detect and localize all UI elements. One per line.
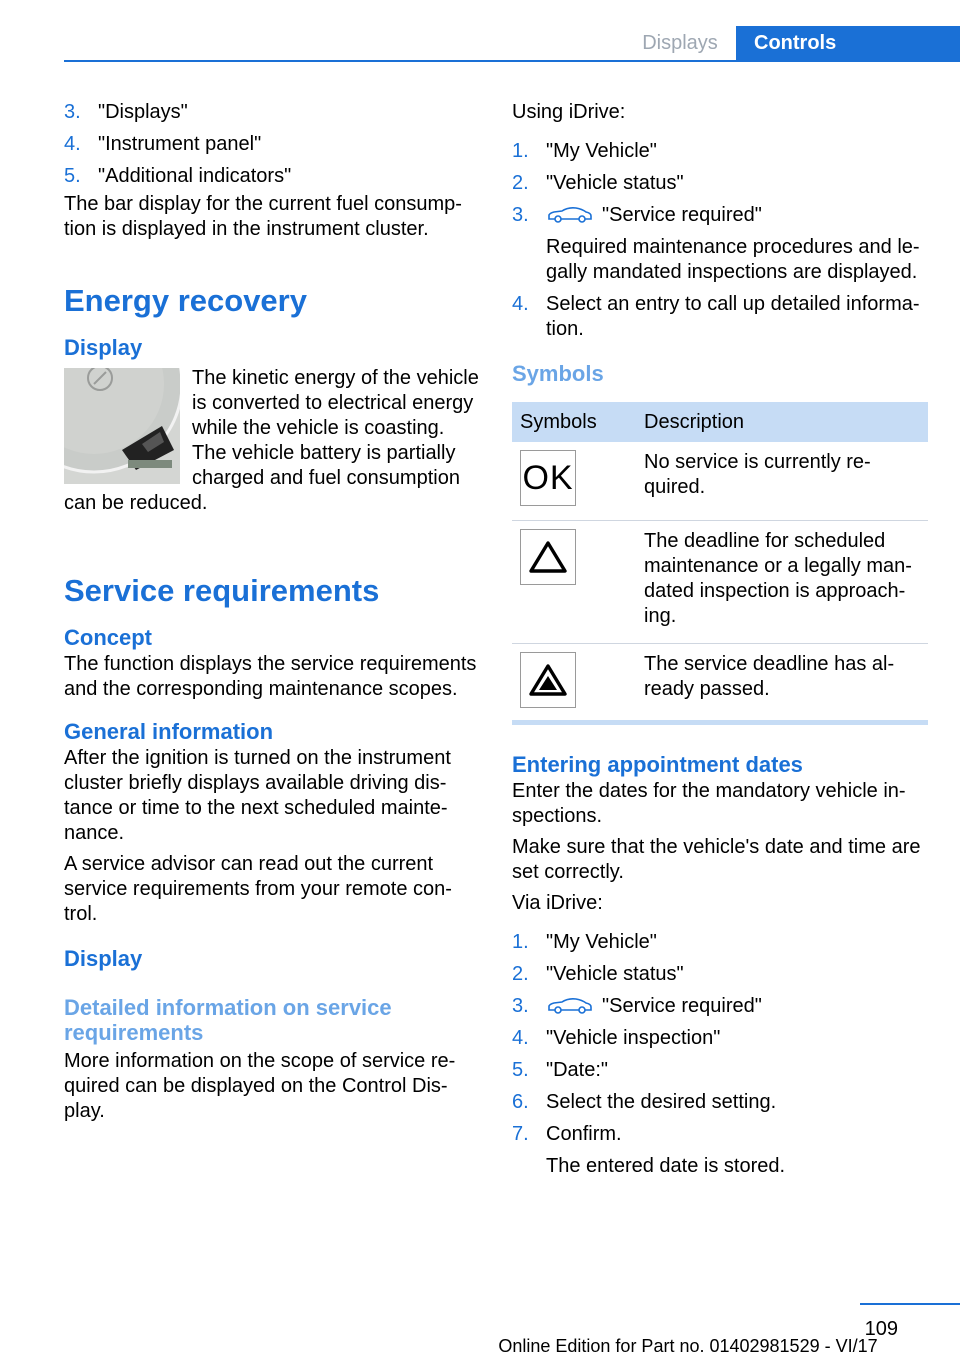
heading-detailed-information: Detailed information on service requirements xyxy=(64,995,392,1045)
list-item: 5. "Additional indicators" xyxy=(64,165,292,187)
right-column xyxy=(512,100,928,1186)
list-item: 4. "Instrument panel" xyxy=(64,133,262,155)
heading-general-information: General information xyxy=(64,719,274,744)
heading-entering-appointment-dates: Entering appointment dates xyxy=(512,752,803,777)
warning-triangle-icon xyxy=(520,529,576,585)
heading-display-2: Display xyxy=(64,946,143,971)
symbol-description: No service is currently re-quired. xyxy=(636,442,928,521)
ok-icon: OK xyxy=(520,450,576,506)
table-row xyxy=(512,644,928,723)
appointment-paragraph-1: Enter the dates for the mandatory vehicle in-spections. xyxy=(512,780,906,827)
list-item: 1. "My Vehicle" xyxy=(512,931,657,953)
bar-display-paragraph: The bar display for the current fuel consump-tion is displayed in the instrument cluster. xyxy=(64,193,462,240)
list-item: 7. Confirm. The entered date is stored. xyxy=(512,1123,786,1177)
column-header-description: Description xyxy=(636,402,928,442)
list-item: 2. "Vehicle status" xyxy=(512,172,684,194)
car-icon xyxy=(546,996,594,1016)
menu-path-list xyxy=(64,100,482,189)
edition-note: Online Edition for Part no. 01402981529 - VI/17 xyxy=(498,1336,878,1356)
via-idrive-label: Via iDrive: xyxy=(512,892,603,914)
left-column xyxy=(64,100,482,1130)
car-icon xyxy=(546,205,594,225)
idrive-steps-list xyxy=(512,139,928,342)
detailed-paragraph: More information on the scope of service re-quired can be displayed on the Control Dis-play. xyxy=(64,1050,456,1122)
tab-displays[interactable]: Displays xyxy=(642,32,718,54)
symbol-description: The deadline for scheduled maintenance or a legally man-dated inspection is approach-ing. xyxy=(636,521,928,644)
heading-display: Display xyxy=(64,335,143,360)
list-item: 4. "Vehicle inspection" xyxy=(512,1027,721,1049)
energy-paragraph: The kinetic energy of the vehicle is converted to electrical energy while the vehicle is coasting. The vehicle battery is partially charged and fuel consumption can be reduced. xyxy=(64,367,479,514)
list-item: 6. Select the desired setting. xyxy=(512,1091,777,1113)
energy-gauge-image xyxy=(64,368,180,484)
list-item: 1. "My Vehicle" xyxy=(512,140,657,162)
symbols-table xyxy=(512,402,928,725)
appointment-paragraph-2: Make sure that the vehicle's date and time are set correctly. xyxy=(512,836,921,883)
list-item: 3. "Service required" xyxy=(512,995,762,1017)
heading-energy-recovery: Energy recovery xyxy=(64,283,307,318)
heading-service-requirements: Service requirements xyxy=(64,573,380,608)
symbol-description: The service deadline has al-ready passed. xyxy=(636,644,928,723)
list-item: 4. Select an entry to call up detailed informa-tion. xyxy=(512,293,920,340)
footer-rule xyxy=(860,1303,960,1305)
heading-symbols: Symbols xyxy=(512,361,604,386)
gauge-illustration xyxy=(64,368,180,484)
page-header xyxy=(0,0,960,64)
table-row xyxy=(512,521,928,644)
appointment-steps-list xyxy=(512,930,928,1179)
list-item: 3. "Service required" Required maintenance procedures and le-gally mandated inspections are displayed. xyxy=(512,204,920,283)
column-header-symbols: Symbols xyxy=(512,402,636,442)
header-rule xyxy=(64,60,960,62)
page-number: 109 xyxy=(864,1318,898,1340)
general-paragraph-2: A service advisor can read out the current service requirements from your remote con-trol. xyxy=(64,853,452,925)
energy-section xyxy=(64,366,482,522)
list-item: 3. "Displays" xyxy=(64,101,188,123)
table-header-row xyxy=(512,402,928,442)
tab-controls[interactable]: Controls xyxy=(736,26,960,62)
heading-concept: Concept xyxy=(64,625,152,650)
warning-triangle-filled-icon xyxy=(520,652,576,708)
general-paragraph-1: After the ignition is turned on the instrument cluster briefly displays available driving dis-tance or time to the next scheduled mainte-nance. xyxy=(64,747,451,844)
list-item: 2. "Vehicle status" xyxy=(512,963,684,985)
table-row xyxy=(512,442,928,521)
list-item: 5. "Date:" xyxy=(512,1059,609,1081)
using-idrive-label: Using iDrive: xyxy=(512,101,626,123)
concept-paragraph: The function displays the service requirements and the corresponding maintenance scopes. xyxy=(64,653,477,700)
